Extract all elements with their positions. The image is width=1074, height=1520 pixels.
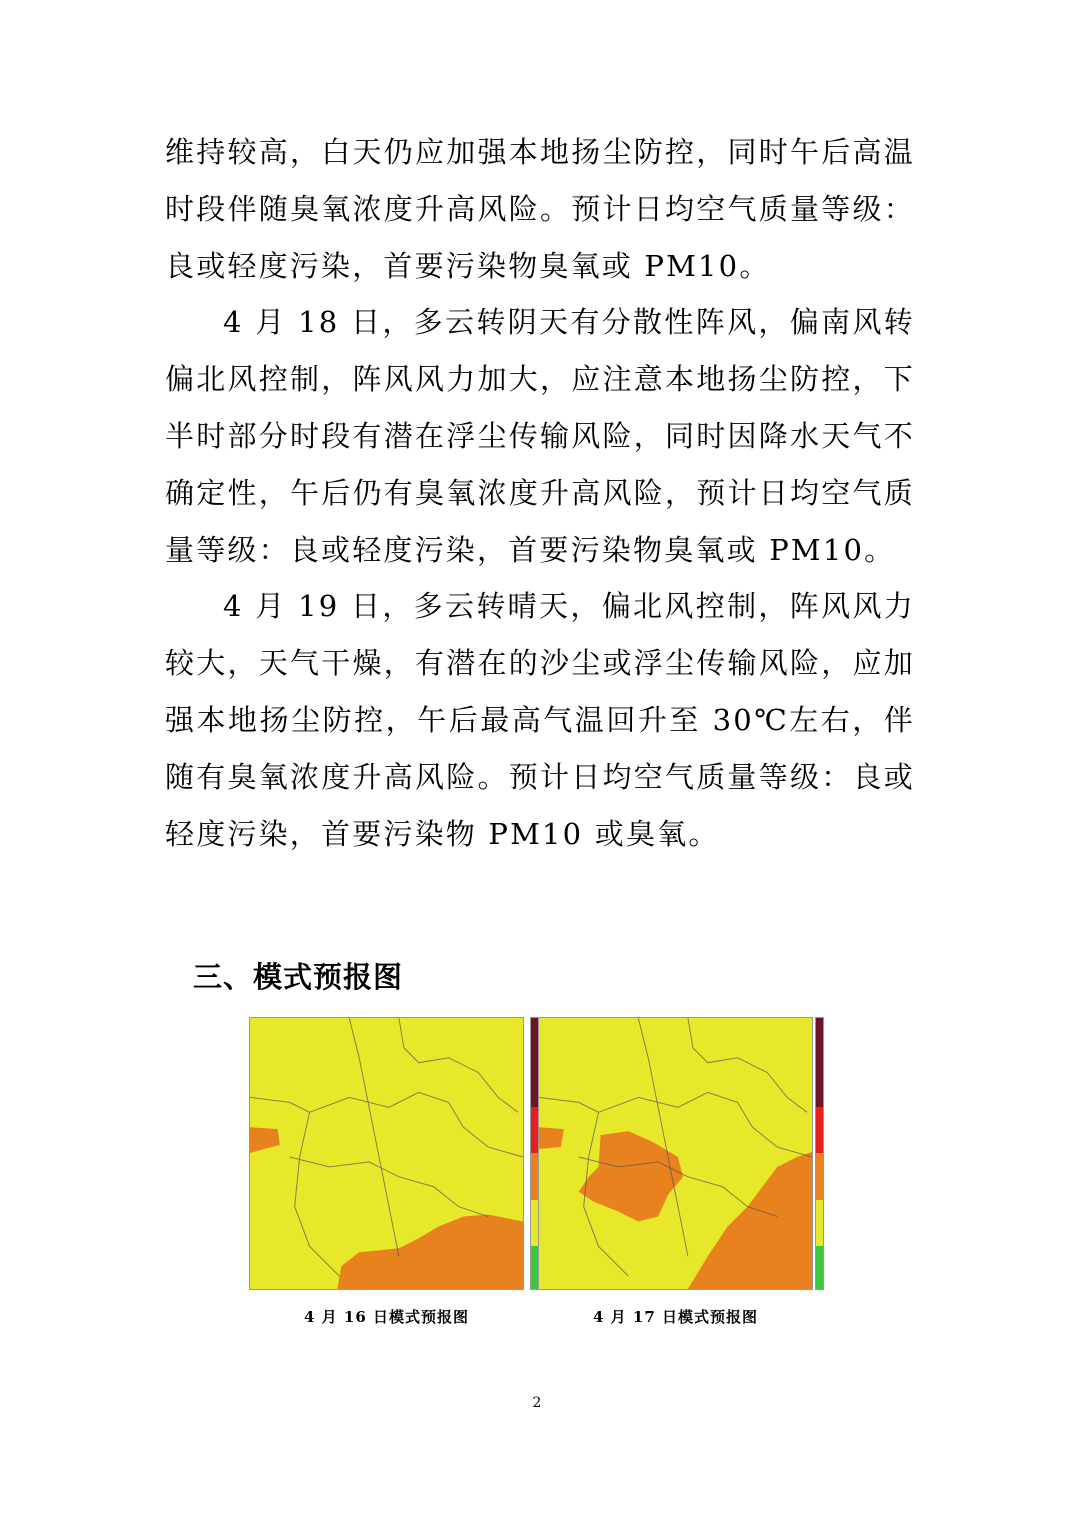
figure-caption-apr17: 4 月 17 日模式预报图 (593, 1308, 758, 1326)
paragraph: 维持较高，白天仍应加强本地扬尘防控，同时午后高温时段伴随臭氧浓度升高风险。预计日均空气质量等级：良或轻度污染，首要污染物臭氧或 PM10。 (165, 135, 915, 283)
legend-colorbar (815, 1017, 824, 1290)
paragraph-apr19: 4 月 19 日，多云转晴天，偏北风控制，阵风风力较大，天气干燥，有潜在的沙尘或浮尘传输风险，应加强本地扬尘防控，午后最高气温回升至 30℃左右，伴随有臭氧浓度升高风险。预计日均空气质量等级：良或轻度污染，首要污染物 PM10 或臭氧。 (165, 589, 915, 851)
forecast-map-apr16 (249, 1017, 524, 1290)
body-text (165, 124, 915, 862)
forecast-map-apr17 (538, 1017, 813, 1290)
forecast-map-apr16-image (250, 1018, 523, 1289)
page-number: 2 (532, 1395, 542, 1411)
figure-caption-apr16: 4 月 16 日模式预报图 (304, 1308, 469, 1326)
forecast-map-apr17-image (539, 1018, 812, 1289)
paragraph-apr18: 4 月 18 日，多云转阴天有分散性阵风，偏南风转偏北风控制，阵风风力加大，应注意本地扬尘防控，下半时部分时段有潜在浮尘传输风险，同时因降水天气不确定性，午后仍有臭氧浓度升高风险，预计日均空气质量等级：良或轻度污染，首要污染物臭氧或 PM10。 (165, 305, 915, 567)
section-heading: 三、模式预报图 (193, 960, 404, 994)
